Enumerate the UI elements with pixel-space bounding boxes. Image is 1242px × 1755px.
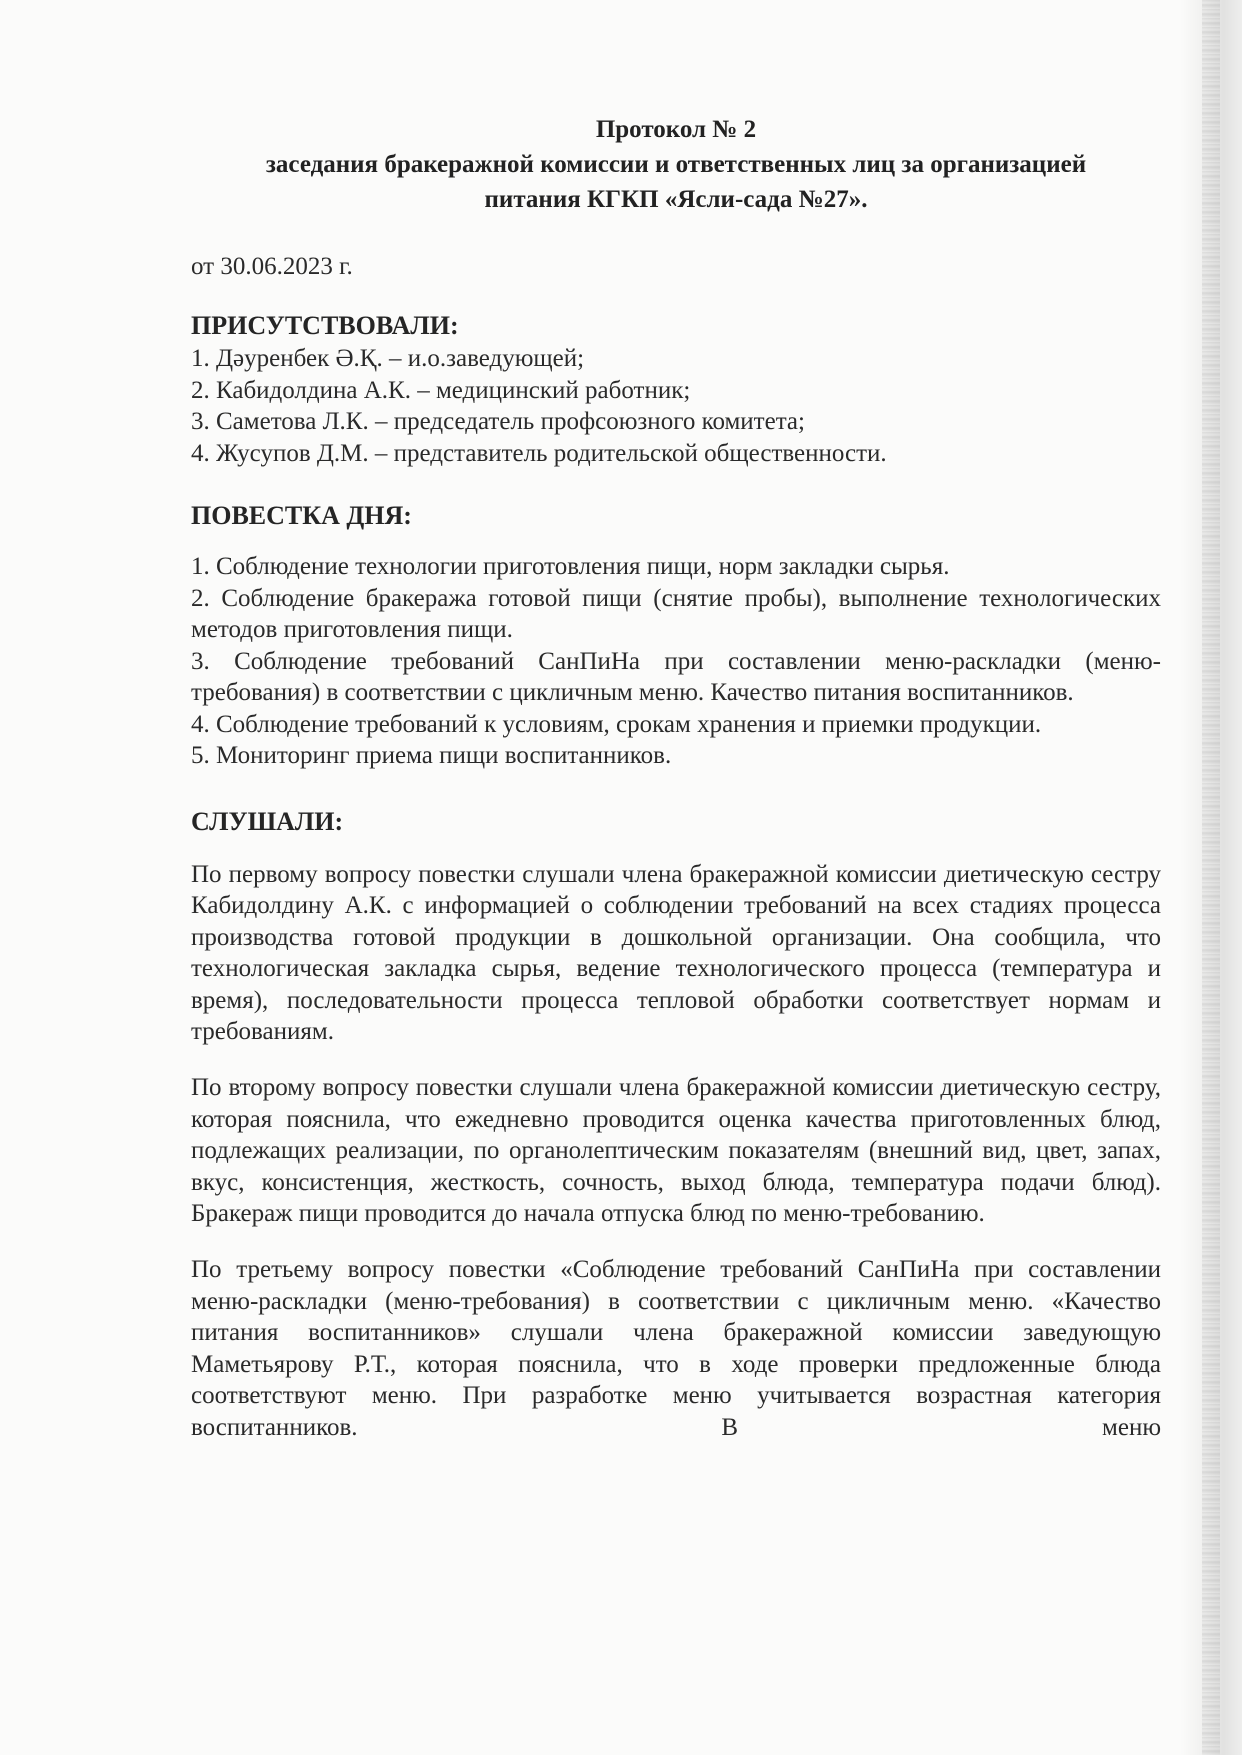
document-title [171,112,1181,217]
agenda-item: 3. Соблюдение требований СанПиНа при составлении меню-раскладки (меню-требования) в соответствии с цикличным меню. Качество питания воспитанников. [191,647,1161,706]
attendee-item: 1. Дәуренбек Ә.Қ. – и.о.заведующей; [191,345,585,372]
heard-paragraph: По второму вопросу повестки слушали члена бракеражной комиссии диетическую сестру, которая пояснила, что ежедневно проводится оценка качества приготовленных блюд, подлежащих реализации, по органолептическим показателям (внешний вид, цвет, запах, вкус, консистенция, жесткость, сочность, выход блюда, температура подачи блюд). Бракераж пищи проводится до начала отпуска блюд по меню-требованию. [191,1074,1161,1228]
agenda-item: 4. Соблюдение требований к условиям, срокам хранения и приемки продукции. [191,710,1042,738]
title-line-3: питания КГКП «Ясли-сада №27». [484,186,868,213]
attendees-section [191,309,1161,469]
protocol-date: от 30.06.2023 г. [191,253,353,280]
scan-shadow-edge [1180,0,1242,1755]
attendee-item: 4. Жусупов Д.М. – представитель родительской общественности. [191,439,887,467]
heard-heading: СЛУШАЛИ: [191,806,344,836]
agenda-heading: ПОВЕСТКА ДНЯ: [191,501,412,530]
attendee-item: 2. Кабидолдина А.К. – медицинский работник; [191,376,691,404]
heard-paragraph: По первому вопросу повестки слушали члена бракеражной комиссии диетическую сестру Кабидолдину А.К. с информацией о соблюдении требований на всех стадиях процесса производства готовой продукции в дошкольной организации. Она сообщила, что технологическая закладка сырья, ведение технологического процесса (температура и время), последовательности процесса тепловой обработки соответствует нормам и требованиям. [191,860,1161,1046]
attendees-heading: ПРИСУТСТВОВАЛИ: [191,311,459,340]
title-line-1: Протокол № 2 [595,116,757,143]
agenda-section [191,499,1161,772]
heard-section [191,805,1161,1444]
document-page [191,112,1161,1444]
agenda-item: 1. Соблюдение технологии приготовления пищи, норм закладки сырья. [191,553,950,580]
agenda-item: 5. Мониторинг приема пищи воспитанников. [191,742,672,769]
heard-paragraph: По третьему вопросу повестки «Соблюдение требований СанПиНа при составлении меню-раскладки (меню-требования) в соответствии с цикличным меню. «Качество питания воспитанников» слушали члена бракеражной комиссии заведующую Маметьярову Р.Т., которая пояснила, что в ходе проверки предложенные блюда соответствуют меню. При разработке меню учитывается возрастная категория воспитанников. В меню [191,1256,1161,1441]
agenda-item: 2. Соблюдение бракеража готовой пищи (снятие пробы), выполнение технологических методов приготовления пищи. [191,584,1161,643]
attendee-item: 3. Саметова Л.К. – председатель профсоюзного комитета; [191,408,805,435]
title-line-2: заседания бракеражной комиссии и ответственных лиц за организацией [265,151,1087,178]
